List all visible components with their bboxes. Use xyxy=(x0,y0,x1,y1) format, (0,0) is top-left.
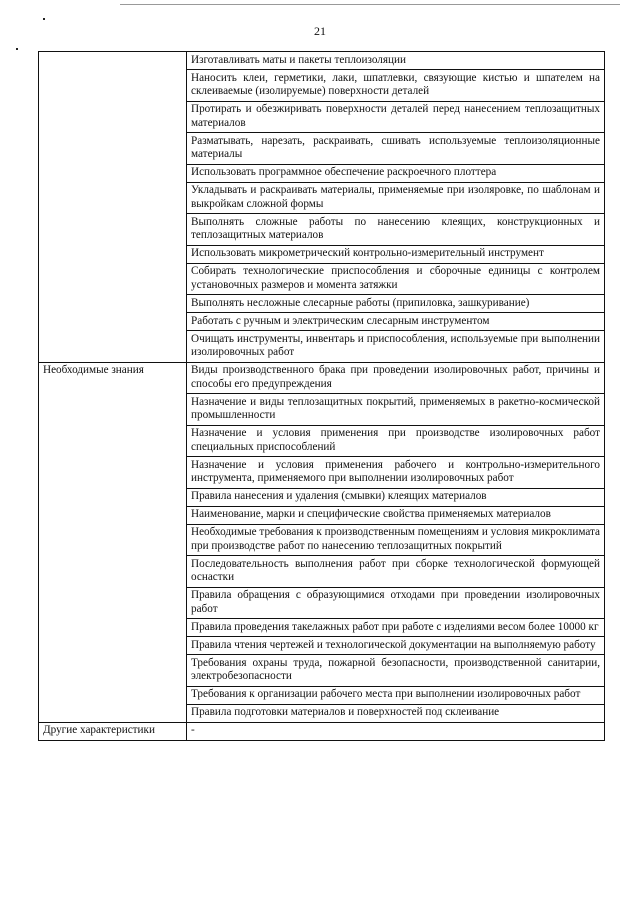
skill-item: Выполнять несложные слесарные работы (припиловка, зашкуривание) xyxy=(187,295,605,313)
table-row xyxy=(39,52,605,70)
knowledge-item: Требования к организации рабочего места при выполнении изолировочных работ xyxy=(187,686,605,704)
requirements-table xyxy=(38,51,605,741)
skill-item: Укладывать и раскраивать материалы, применяемые при изоляровке, по шаблонам и выкройкам сложной формы xyxy=(187,182,605,214)
knowledge-item: Наименование, марки и специфические свойства применяемых материалов xyxy=(187,506,605,524)
knowledge-item: Назначение и виды теплозащитных покрытий, применяемых в ракетно-космической промышленности xyxy=(187,394,605,426)
skill-item: Очищать инструменты, инвентарь и приспособления, используемые при выполнении изолировочных работ xyxy=(187,331,605,363)
skill-item: Разматывать, нарезать, раскраивать, сшивать используемые теплоизоляционные материалы xyxy=(187,133,605,165)
knowledge-item: Виды производственного брака при проведении изолировочных работ, причины и способы его предупреждения xyxy=(187,362,605,394)
knowledge-item: Правила чтения чертежей и технологической документации на выполняемую работу xyxy=(187,637,605,655)
table-row xyxy=(39,362,605,394)
knowledge-item: Правила обращения с образующимися отходами при проведении изолировочных работ xyxy=(187,587,605,619)
scan-speck xyxy=(16,48,18,50)
other-characteristics-label: Другие характеристики xyxy=(39,722,187,740)
page-number: 21 xyxy=(314,24,326,38)
skill-item: Использовать микрометрический контрольно-измерительный инструмент xyxy=(187,245,605,263)
table-row xyxy=(39,722,605,740)
skill-item: Работать с ручным и электрическим слесарным инструментом xyxy=(187,313,605,331)
knowledge-item: Правила проведения такелажных работ при работе с изделиями весом более 10000 кг xyxy=(187,619,605,637)
skill-item: Собирать технологические приспособления и сборочные единицы с контролем установочных размеров и момента затяжки xyxy=(187,263,605,295)
skill-item: Изготавливать маты и пакеты теплоизоляции xyxy=(187,52,605,70)
other-characteristics-value: - xyxy=(187,722,605,740)
skills-label-cell xyxy=(39,52,187,363)
knowledge-label: Необходимые знания xyxy=(39,362,187,722)
top-edge-line xyxy=(120,4,620,5)
skill-item: Использовать программное обеспечение раскроечного плоттера xyxy=(187,164,605,182)
knowledge-item: Необходимые требования к производственным помещениям и условия микроклимата при производстве работ по нанесению теплозащитных покрытий xyxy=(187,524,605,556)
knowledge-item: Правила нанесения и удаления (смывки) клеящих материалов xyxy=(187,488,605,506)
knowledge-item: Назначение и условия применения рабочего и контрольно-измерительного инструмента, применяемого при выполнении изолировочных работ xyxy=(187,457,605,489)
requirements-table-body xyxy=(39,52,605,741)
skill-item: Выполнять сложные работы по нанесению клеящих, конструкционных и теплозащитных материалов xyxy=(187,214,605,246)
knowledge-item: Требования охраны труда, пожарной безопасности, производственной санитарии, электробезопасности xyxy=(187,655,605,687)
knowledge-item: Правила подготовки материалов и поверхностей под склеивание xyxy=(187,704,605,722)
knowledge-item: Назначение и условия применения при производстве изолировочных работ специальных приспособлений xyxy=(187,425,605,457)
knowledge-item: Последовательность выполнения работ при сборке технологической формующей оснастки xyxy=(187,556,605,588)
skill-item: Наносить клеи, герметики, лаки, шпатлевки, связующие кистью и шпателем на склеиваемые (изолируемые) поверхности деталей xyxy=(187,70,605,102)
scan-speck xyxy=(43,18,45,20)
skill-item: Протирать и обезжиривать поверхности деталей перед нанесением теплозащитных материалов xyxy=(187,101,605,133)
